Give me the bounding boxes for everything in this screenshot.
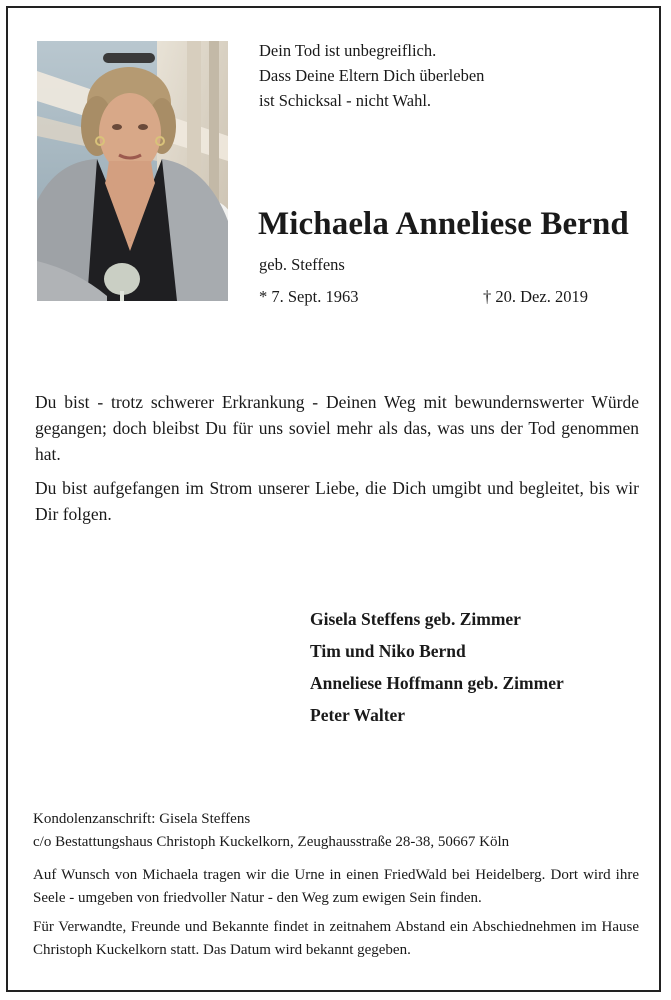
mourners-list (310, 603, 564, 731)
birth-date: * 7. Sept. 1963 (259, 287, 359, 306)
farewell-note: Für Verwandte, Freunde und Bekannte findet in zeitnahem Abstand ein Abschiednehmen im Hause Christoph Kuckelkorn statt. Das Datum wird bekannt gegeben. (33, 919, 639, 958)
mourner-name: Tim und Niko Bernd (310, 641, 466, 661)
verse-line: Dass Deine Eltern Dich überleben (259, 66, 485, 85)
verse-line: ist Schicksal - nicht Wahl. (259, 91, 432, 110)
tribute-paragraph: Du bist - trotz schwerer Erkrankung - Deinen Weg mit bewundernswerter Würde gegangen; doch bleibst Du für uns soviel mehr als das, was uns der Tod genommen hat. (35, 392, 639, 464)
condolence-address (33, 808, 639, 854)
tribute-paragraph: Du bist aufgefangen im Strom unserer Liebe, die Dich umgibt und begleitet, bis wir Dir folgen. (35, 478, 639, 524)
burial-note: Auf Wunsch von Michaela tragen wir die Urne in einen FriedWald bei Heidelberg. Dort wird ihre Seele - umgeben von friedvoller Natur - den Weg zum ewigen Sein finden. (33, 867, 639, 906)
mourner-name: Peter Walter (310, 705, 406, 725)
memorial-verse (259, 38, 639, 113)
verse-line: Dein Tod ist unbegreiflich. (259, 41, 437, 60)
deceased-name: Michaela Anneliese Bernd (258, 206, 629, 242)
death-date: † 20. Dez. 2019 (483, 287, 588, 306)
address-line: Kondolenzanschrift: Gisela Steffens (33, 811, 251, 827)
address-line: c/o Bestattungshaus Christoph Kuckelkorn, Zeughausstraße 28-38, 50667 Köln (33, 834, 510, 850)
mourner-name: Gisela Steffens geb. Zimmer (310, 609, 521, 629)
maiden-name: geb. Steffens (259, 255, 345, 274)
mourner-name: Anneliese Hoffmann geb. Zimmer (310, 673, 564, 693)
portrait-photo (37, 41, 228, 301)
footer-info (33, 808, 639, 962)
tribute-text (35, 389, 639, 535)
